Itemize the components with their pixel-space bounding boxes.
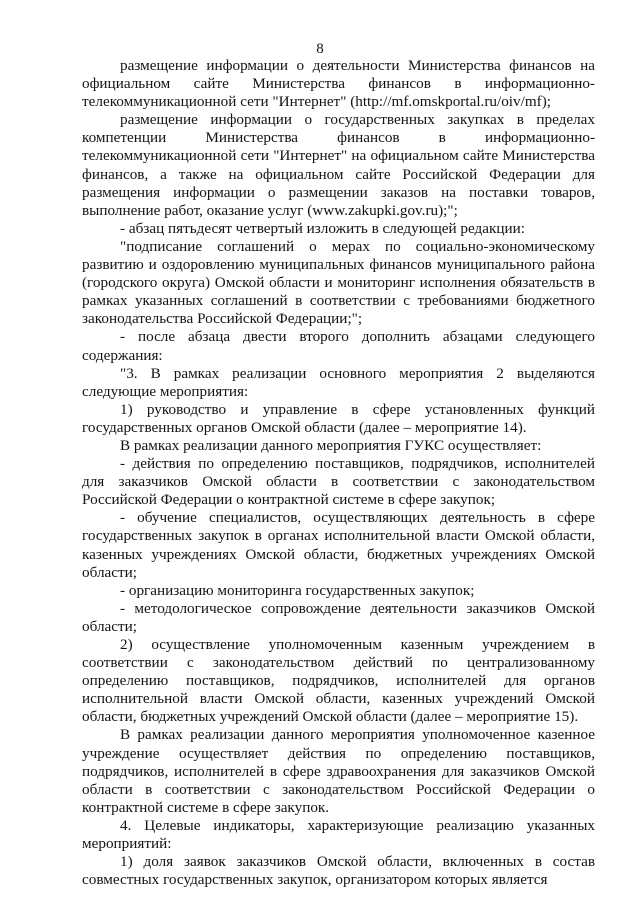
paragraph: В рамках реализации данного мероприятия уполномоченное казенное учреждение осуществляет действия по определению поставщиков, подрядчиков, исполнителей в сфере здравоохранения для заказчиков Омской области в соответствии с законодательством Российской Федерации о контрактной системе в сфере закупок.	[82, 726, 595, 816]
paragraph: - обучение специалистов, осуществляющих деятельность в сфере государственных закупок в органах исполнительной власти Омской области, казенных учреждениях Омской области, бюджетных учреждениях Омской области;	[82, 509, 595, 581]
paragraph: - действия по определению поставщиков, подрядчиков, исполнителей для заказчиков Омской области в соответствии с законодательством Российской Федерации о контрактной системе в сфере закупок;	[82, 455, 595, 509]
paragraph: - после абзаца двести второго дополнить абзацами следующего содержания:	[82, 328, 595, 364]
paragraph: "3. В рамках реализации основного мероприятия 2 выделяются следующие мероприятия:	[82, 364, 595, 400]
paragraph: 4. Целевые индикаторы, характеризующие реализацию указанных мероприятий:	[82, 816, 595, 853]
document-body	[82, 57, 595, 889]
paragraph: 2) осуществление уполномоченным казенным учреждением в соответствии с законодательством действий по централизованному определению поставщиков, подрядчиков, исполнителей для органов исполнительной власти Омской области, казенных учреждений Омской области, бюджетных учреждений Омской области (далее – мероприятие 15).	[82, 636, 595, 726]
paragraph: - организацию мониторинга государственных закупок;	[120, 581, 475, 599]
paragraph: 1) доля заявок заказчиков Омской области, включенных в состав совместных государственных закупок, организатором которых является	[82, 853, 595, 889]
page-number: 8	[316, 41, 324, 57]
paragraph: В рамках реализации данного мероприятия ГУКС осуществляет:	[120, 436, 542, 454]
paragraph: - абзац пятьдесят четвертый изложить в следующей редакции:	[120, 219, 526, 237]
paragraph: 1) руководство и управление в сфере установленных функций государственных органов Омской области (далее – мероприятие 14).	[82, 400, 595, 436]
paragraph: "подписание соглашений о мерах по социально-экономическому развитию и оздоровлению муниципальных финансов муниципального района (городского округа) Омской области и мониторинг исполнения обязательств в рамках указанных соглашений в соответствии с требованиями бюджетного законодательства Российской Федерации;";	[82, 237, 595, 328]
paragraph: размещение информации о государственных закупках в пределах компетенции Министерства финансов в информационно-телекоммуникационной сети "Интернет" на официальном сайте Министерства финансов, а также на официальном сайте Российской Федерации для размещения информации о размещении заказов на поставки товаров, выполнение работ, оказание услуг (www.zakupki.gov.ru);";	[82, 111, 595, 219]
paragraph: размещение информации о деятельности Министерства финансов на официальном сайте Министерства финансов в информационно-телекоммуникационной сети "Интернет" (http://mf.omskportal.ru/oiv/mf);	[82, 57, 595, 111]
paragraph: - методологическое сопровождение деятельности заказчиков Омской области;	[82, 599, 595, 635]
